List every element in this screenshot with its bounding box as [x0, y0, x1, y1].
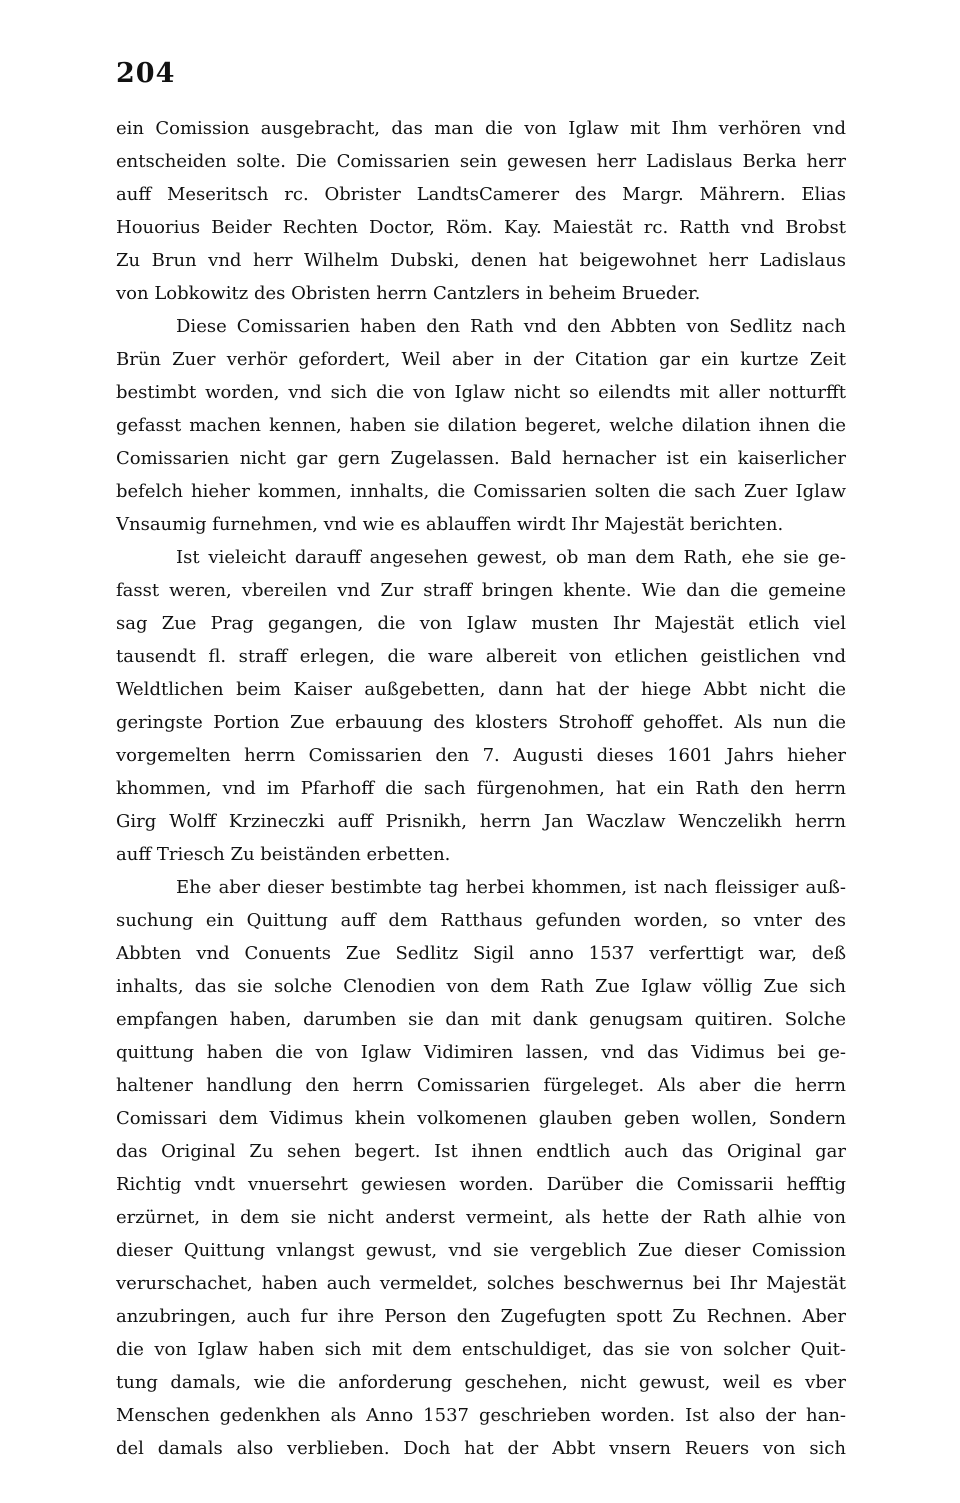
text-line: suchung ein Quittung auff dem Ratthaus gefunden worden, so vnter des [116, 910, 846, 931]
text-line: Menschen gedenkhen als Anno 1537 geschrieben worden. Ist also der han- [116, 1405, 846, 1426]
text-line: gefasst machen kennen, haben sie dilation begeret, welche dilation ihnen die [116, 415, 846, 436]
text-line: Ist vieleicht darauff angesehen gewest, ob man dem Rath, ehe sie ge- [176, 547, 846, 568]
text-line: bestimbt worden, vnd sich die von Iglaw nicht so eilendts mit aller notturfft [116, 382, 846, 403]
text-line: auff Triesch Zu beiständen erbetten. [116, 844, 451, 865]
text-line: empfangen haben, darumben sie dan mit dank genugsam quitiren. Solche [116, 1009, 846, 1030]
text-line: entscheiden solte. Die Comissarien sein gewesen herr Ladislaus Berka herr [116, 151, 846, 172]
text-line: sag Zue Prag gegangen, die von Iglaw musten Ihr Majestät etlich viel [116, 613, 846, 634]
text-line: quittung haben die von Iglaw Vidimiren lassen, vnd das Vidimus bei ge- [116, 1042, 846, 1063]
text-line: tausendt fl. straff erlegen, die ware albereit von etlichen geistlichen vnd [116, 646, 846, 667]
text-line: khommen, vnd im Pfarhoff die sach fürgenohmen, hat ein Rath den herrn [116, 778, 846, 799]
text-line: auff Meseritsch rc. Obrister LandtsCamerer des Margr. Mährern. Elias [116, 184, 846, 205]
text-line: anzubringen, auch fur ihre Person den Zugefugten spott Zu Rechnen. Aber [116, 1306, 846, 1327]
text-line: Comissarien nicht gar gern Zugelassen. Bald hernacher ist ein kaiserlicher [116, 448, 846, 469]
text-line: von Lobkowitz des Obristen herrn Cantzlers in beheim Brueder. [116, 283, 701, 304]
page-number: 204 [116, 58, 176, 89]
text-line: geringste Portion Zue erbauung des klosters Strohoff gehoffet. Als nun die [116, 712, 846, 733]
text-line: erzürnet, in dem sie nicht anderst vermeint, als hette der Rath alhie von [116, 1207, 846, 1228]
text-line: befelch hieher kommen, innhalts, die Comissarien solten die sach Zuer Iglaw [116, 481, 846, 502]
text-line: vorgemelten herrn Comissarien den 7. Augusti dieses 1601 Jahrs hieher [116, 745, 846, 766]
text-line: verurschachet, haben auch vermeldet, solches beschwernus bei Ihr Majestät [116, 1273, 846, 1294]
text-line: die von Iglaw haben sich mit dem entschuldiget, das sie von solcher Quit- [116, 1339, 846, 1360]
text-line: fasst weren, vbereilen vnd Zur straff bringen khente. Wie dan die gemeine [116, 580, 846, 601]
text-line: inhalts, das sie solche Clenodien von dem Rath Zue Iglaw völlig Zue sich [116, 976, 846, 997]
text-line: Houorius Beider Rechten Doctor, Röm. Kay. Maiestät rc. Ratth vnd Brobst [116, 217, 846, 238]
text-line: Girg Wolff Krzineczki auff Prisnikh, herrn Jan Waczlaw Wenczelikh herrn [116, 811, 846, 832]
text-line: Richtig vndt vnuersehrt gewiesen worden. Darüber die Comissarii hefftig [116, 1174, 846, 1195]
text-line: Brün Zuer verhör gefordert, Weil aber in der Citation gar ein kurtze Zeit [116, 349, 846, 370]
text-line: del damals also verblieben. Doch hat der Abbt vnsern Reuers von sich [116, 1438, 846, 1459]
text-line: Vnsaumig furnehmen, vnd wie es ablauffen wirdt Ihr Majestät berichten. [116, 514, 784, 535]
text-line: Weldtlichen beim Kaiser außgebetten, dann hat der hiege Abbt nicht die [116, 679, 846, 700]
text-line: haltener handlung den herrn Comissarien fürgeleget. Als aber die herrn [116, 1075, 846, 1096]
text-line: Comissari dem Vidimus khein volkomenen glauben geben wollen, Sondern [116, 1108, 846, 1129]
body-text [116, 112, 846, 1465]
text-line: ein Comission ausgebracht, das man die von Iglaw mit Ihm verhören vnd [116, 118, 846, 139]
text-line: Abbten vnd Conuents Zue Sedlitz Sigil anno 1537 verferttigt war, deß [116, 943, 846, 964]
text-line: Zu Brun vnd herr Wilhelm Dubski, denen hat beigewohnet herr Ladislaus [116, 250, 846, 271]
text-line: Diese Comissarien haben den Rath vnd den Abbten von Sedlitz nach [176, 316, 846, 337]
text-line: Ehe aber dieser bestimbte tag herbei khommen, ist nach fleissiger auß- [176, 877, 846, 898]
text-line: dieser Quittung vnlangst gewust, vnd sie vergeblich Zue dieser Comission [116, 1240, 846, 1261]
text-line: tung damals, wie die anforderung geschehen, nicht gewust, weil es vber [116, 1372, 846, 1393]
text-line: das Original Zu sehen begert. Ist ihnen endtlich auch das Original gar [116, 1141, 846, 1162]
